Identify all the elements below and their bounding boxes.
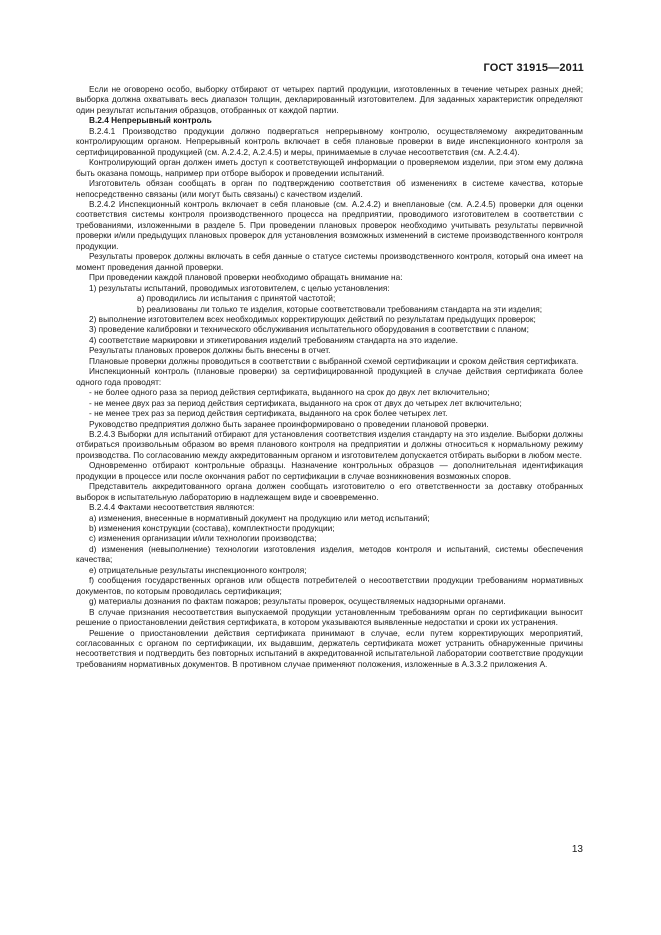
paragraph: 4) соответствие маркировки и этикетирования изделий требованиям стандарта на это изделие. — [89, 334, 458, 345]
paragraph: - не менее двух раз за период действия сертификата, выданного на срок от двух до четырех лет включительно; — [89, 397, 522, 408]
paragraph: Результаты плановых проверок должны быть внесены в отчет. — [89, 345, 331, 356]
paragraph: Руководство предприятия должно быть заранее проинформировано о проведении плановой проверки. — [89, 418, 489, 429]
paragraph: В.2.4.4 Фактами несоответствия являются: — [89, 502, 255, 513]
paragraph: 3) проведение калибровки и технического обслуживания испытательного оборудования в соответствии с планом; — [89, 324, 529, 335]
paragraph: b) реализованы ли только те изделия, которые соответствовали требованиям стандарта на эти изделия; — [137, 303, 542, 314]
paragraph: а) проводились ли испытания с принятой частотой; — [137, 293, 336, 304]
paragraph: Инспекционный контроль (плановые проверки) за сертифицированной продукцией в случае действия сертификата более одного года проводят: — [76, 366, 583, 387]
paragraph: В.2.4.3 Выборки для испытаний отбирают для установления соответствия изделия стандарту на это изделие. Выборки должны отбираться произвольным образом во время планового контроля на предприятии и должны относиться к нормальному режиму производства. По согласованию между аккредитованным органом и изготовителем допускается отбирать выборки в любом месте. — [76, 428, 583, 460]
standard-header: ГОСТ 31915—2011 — [483, 62, 584, 74]
paragraph: В.2.4.1 Производство продукции должно подвергаться непрерывному контролю, осуществляемому аккредитованным контролирующим органом. Непрерывный контроль включает в себя плановые проверки в виде инспекционного контроля за сертифицированной продукцией (см. А.2.4.2, А.2.4.5) и меры, принимаемые в случае несоответствия (см. А.2.4.4). — [76, 125, 583, 157]
paragraph: Изготовитель обязан сообщать в орган по подтверждению соответствия об изменениях в системе качества, которые непосредственно связаны (или могут быть связаны) с качеством изделий. — [76, 178, 583, 199]
paragraph: В случае признания несоответствия выпускаемой продукции установленным требованиям орган по сертификации выносит решение о приостановлении действия сертификата, в котором указываются выявленные недостатки и сроки их устранения. — [76, 606, 583, 628]
paragraph: c) изменения организации и/или технологии производства; — [89, 533, 317, 544]
paragraph: f) сообщения государственных органов или обществ потребителей о несоответствии продукции требованиям нормативных документов, по которым проводилась сертификация; — [76, 575, 583, 596]
paragraph: g) материалы дознания по фактам пожаров; результаты проверок, осуществляемых надзорными органами. — [89, 596, 506, 607]
paragraph: Представитель аккредитованного органа должен сообщать изготовителю о его ответственности за доставку отобранных выборок в испытательную лабораторию в надлежащем виде и своевременно. — [76, 481, 583, 502]
paragraph: - не менее трех раз за период действия сертификата, выданного на срок более четырех лет. — [89, 408, 448, 419]
paragraph: - не более одного раза за период действия сертификата, выданного на срок до двух лет включительно; — [89, 387, 490, 398]
paragraph: a) изменения, внесенные в нормативный документ на продукцию или метод испытаний; — [89, 512, 430, 523]
paragraph: Решение о приостановлении действия сертификата принимают в случае, если путем корректирующих мероприятий, согласованных с органом по сертификации, их выдавшим, держатель сертификата может устранить обнаруженные причины несоответствия и подтвердить без повторных испытаний в аккредитованной испытательной лаборатории соответствие продукции требованиям нормативных документов. В противном случае применяют положения, изложенные в А.3.3.2 приложения А. — [76, 627, 583, 669]
paragraph: Если не оговорено особо, выборку отбирают от четырех партий продукции, изготовленных в течение четырех разных дней; выборка должна охватывать весь диапазон толщин, декларированный изготовителем. Для заданных характеристик определяют один результат испытания образцов, отобранных от каждой партии. — [76, 84, 583, 115]
page-number: 13 — [571, 844, 583, 855]
paragraph: d) изменения (невыполнение) технологии изготовления изделия, методов контроля и испытаний, системы обеспечения качества; — [76, 543, 583, 565]
paragraph: Контролирующий орган должен иметь доступ к соответствующей информации о проверяемом изделии, при этом ему должна быть оказана помощь, например при отборе выборок и проведении испытаний. — [76, 157, 583, 178]
section-heading: В.2.4 Непрерывный контроль — [89, 115, 212, 126]
paragraph: При проведении каждой плановой проверки необходимо обращать внимание на: — [89, 272, 403, 283]
paragraph: Результаты проверок должны включать в себя данные о статусе системы производственного контроля, который она имеет на момент проведения данной проверки. — [76, 251, 583, 272]
paragraph: Плановые проверки должны проводиться в соответствии с выбранной схемой сертификации и сроком действия сертификата. — [89, 355, 579, 366]
paragraph: В.2.4.2 Инспекционный контроль включает в себя плановые (см. А.2.4.2) и внеплановые (см. А.2.4.5) проверки для оценки соответствия системы контроля производственного процесса на предприятии, проводимого изготовителем в соответствии с требованиями, изложенными в разделе 5. При проведении плановых проверок необходимо учитывать результаты первичной проверки и/или предыдущих плановых проверок для установления возможных изменений в системе производственного контроля продукции. — [76, 198, 583, 251]
paragraph: 1) результаты испытаний, проводимых изготовителем, с целью установления: — [89, 282, 390, 293]
paragraph: e) отрицательные результаты инспекционного контроля; — [89, 564, 307, 575]
paragraph: 2) выполнение изготовителем всех необходимых корректирующих действий по результатам предыдущих проверок; — [89, 313, 536, 324]
paragraph: b) изменения конструкции (состава), комплектности продукции; — [89, 523, 335, 534]
document-body — [76, 84, 583, 669]
paragraph: Одновременно отбирают контрольные образцы. Назначение контрольных образцов — дополнительная идентификация продукции в процессе или после окончания работ по сертификации в случае возникновения возможных споров. — [76, 460, 583, 481]
